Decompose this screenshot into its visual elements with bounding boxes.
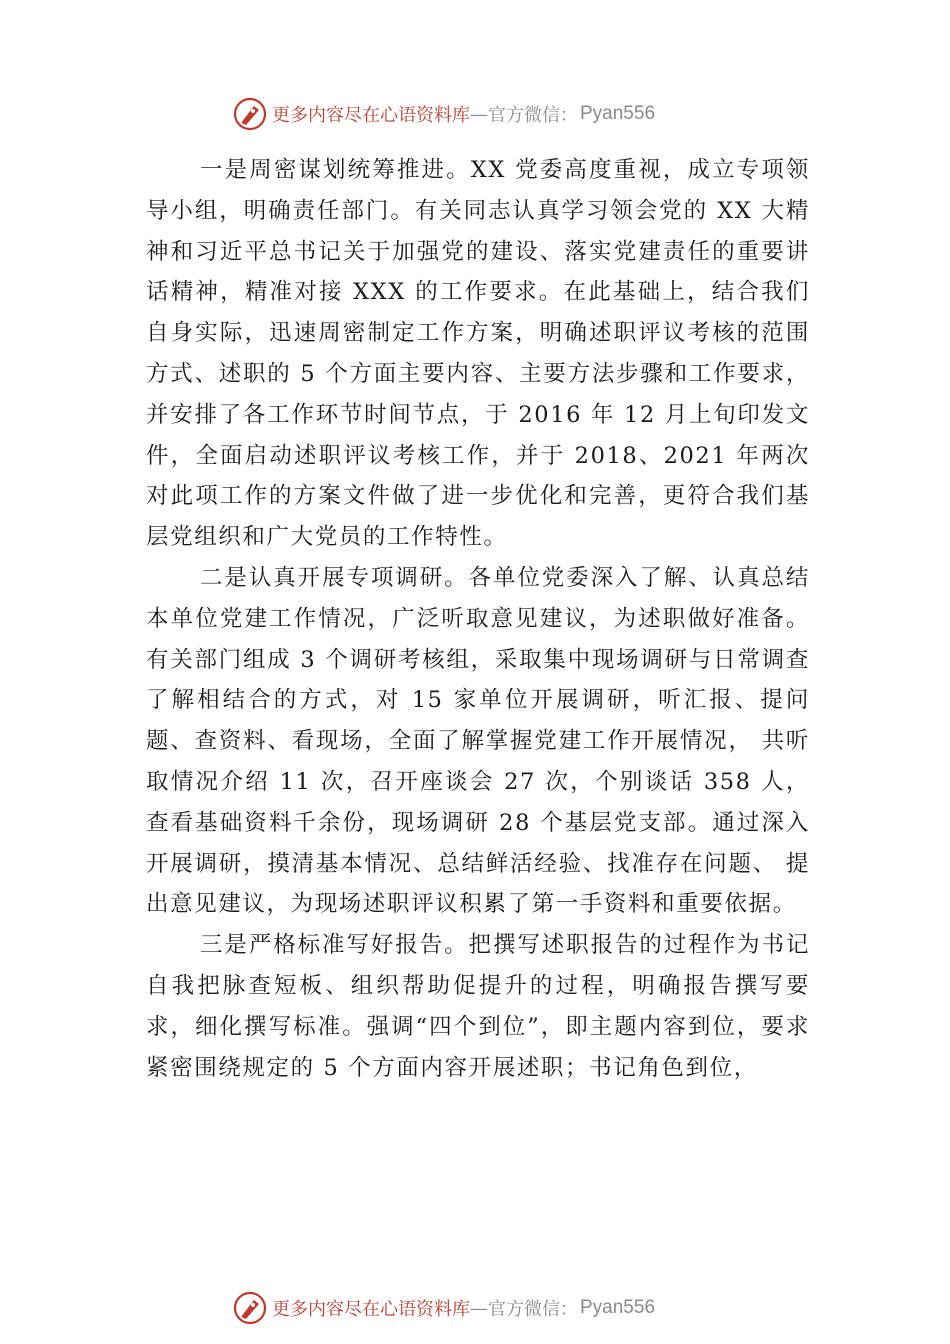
footer-separator: — <box>470 1297 488 1319</box>
banner-brand-text: 更多内容尽在心语资料库 <box>272 105 470 126</box>
footer-brand-text: 更多内容尽在心语资料库 <box>272 1299 470 1320</box>
banner-wechat-label: 官方微信： <box>488 105 578 126</box>
document-body <box>146 150 810 1088</box>
footer-wechat-label: 官方微信： <box>488 1299 578 1320</box>
banner-separator: — <box>470 103 488 125</box>
header-banner <box>232 94 655 134</box>
paragraph-2: 二是认真开展专项调研。各单位党委深入了解、认真总结本单位党建工作情况，广泛听取意见建议，为述职做好准备。有关部门组成 3 个调研考核组，采取集中现场调研与日常调查了解相结合的方式，对 15 家单位开展调研，听汇报、提问题、查资料、看现场，全面了解掌握党建工作开展情况， 共听取情况介绍 11 次，召开座谈会 27 次，个别谈话 358 人，查看基础资料千余份，现场调研 28 个基层党支部。通过深入开展调研，摸清基本情况、总结鲜活经验、找准存在问题、 提出意见建议，为现场述职评议积累了第一手资料和重要依据。 <box>146 564 810 918</box>
footer-banner <box>232 1288 655 1328</box>
banner-wechat-id: Pyan556 <box>580 103 656 124</box>
footer-wechat-id: Pyan556 <box>580 1297 656 1318</box>
pen-nib-logo-icon <box>232 1290 268 1326</box>
paragraph-1: 一是周密谋划统筹推进。XX 党委高度重视，成立专项领导小组，明确责任部门。有关同志认真学习领会党的 XX 大精神和习近平总书记关于加强党的建设、落实党建责任的重要讲话精神，精准对接 XXX 的工作要求。在此基础上，结合我们自身实际，迅速周密制定工作方案，明确述职评议考核的范围方式、述职的 5 个方面主要内容、主要方法步骤和工作要求，并安排了各工作环节时间节点，于 2016 年 12 月上旬印发文件，全面启动述职评议考核工作，并于 2018、2021 年两次对此项工作的方案文件做了进一步优化和完善，更符合我们基层党组织和广大党员的工作特性。 <box>146 157 810 551</box>
pen-nib-logo-icon <box>232 96 268 132</box>
paragraph-3: 三是严格标准写好报告。把撰写述职报告的过程作为书记自我把脉查短板、组织帮助促提升的过程，明确报告撰写要求，细化撰写标准。强调“四个到位”，即主题内容到位，要求紧密围绕规定的 5 个方面内容开展述职；书记角色到位， <box>146 932 810 1081</box>
